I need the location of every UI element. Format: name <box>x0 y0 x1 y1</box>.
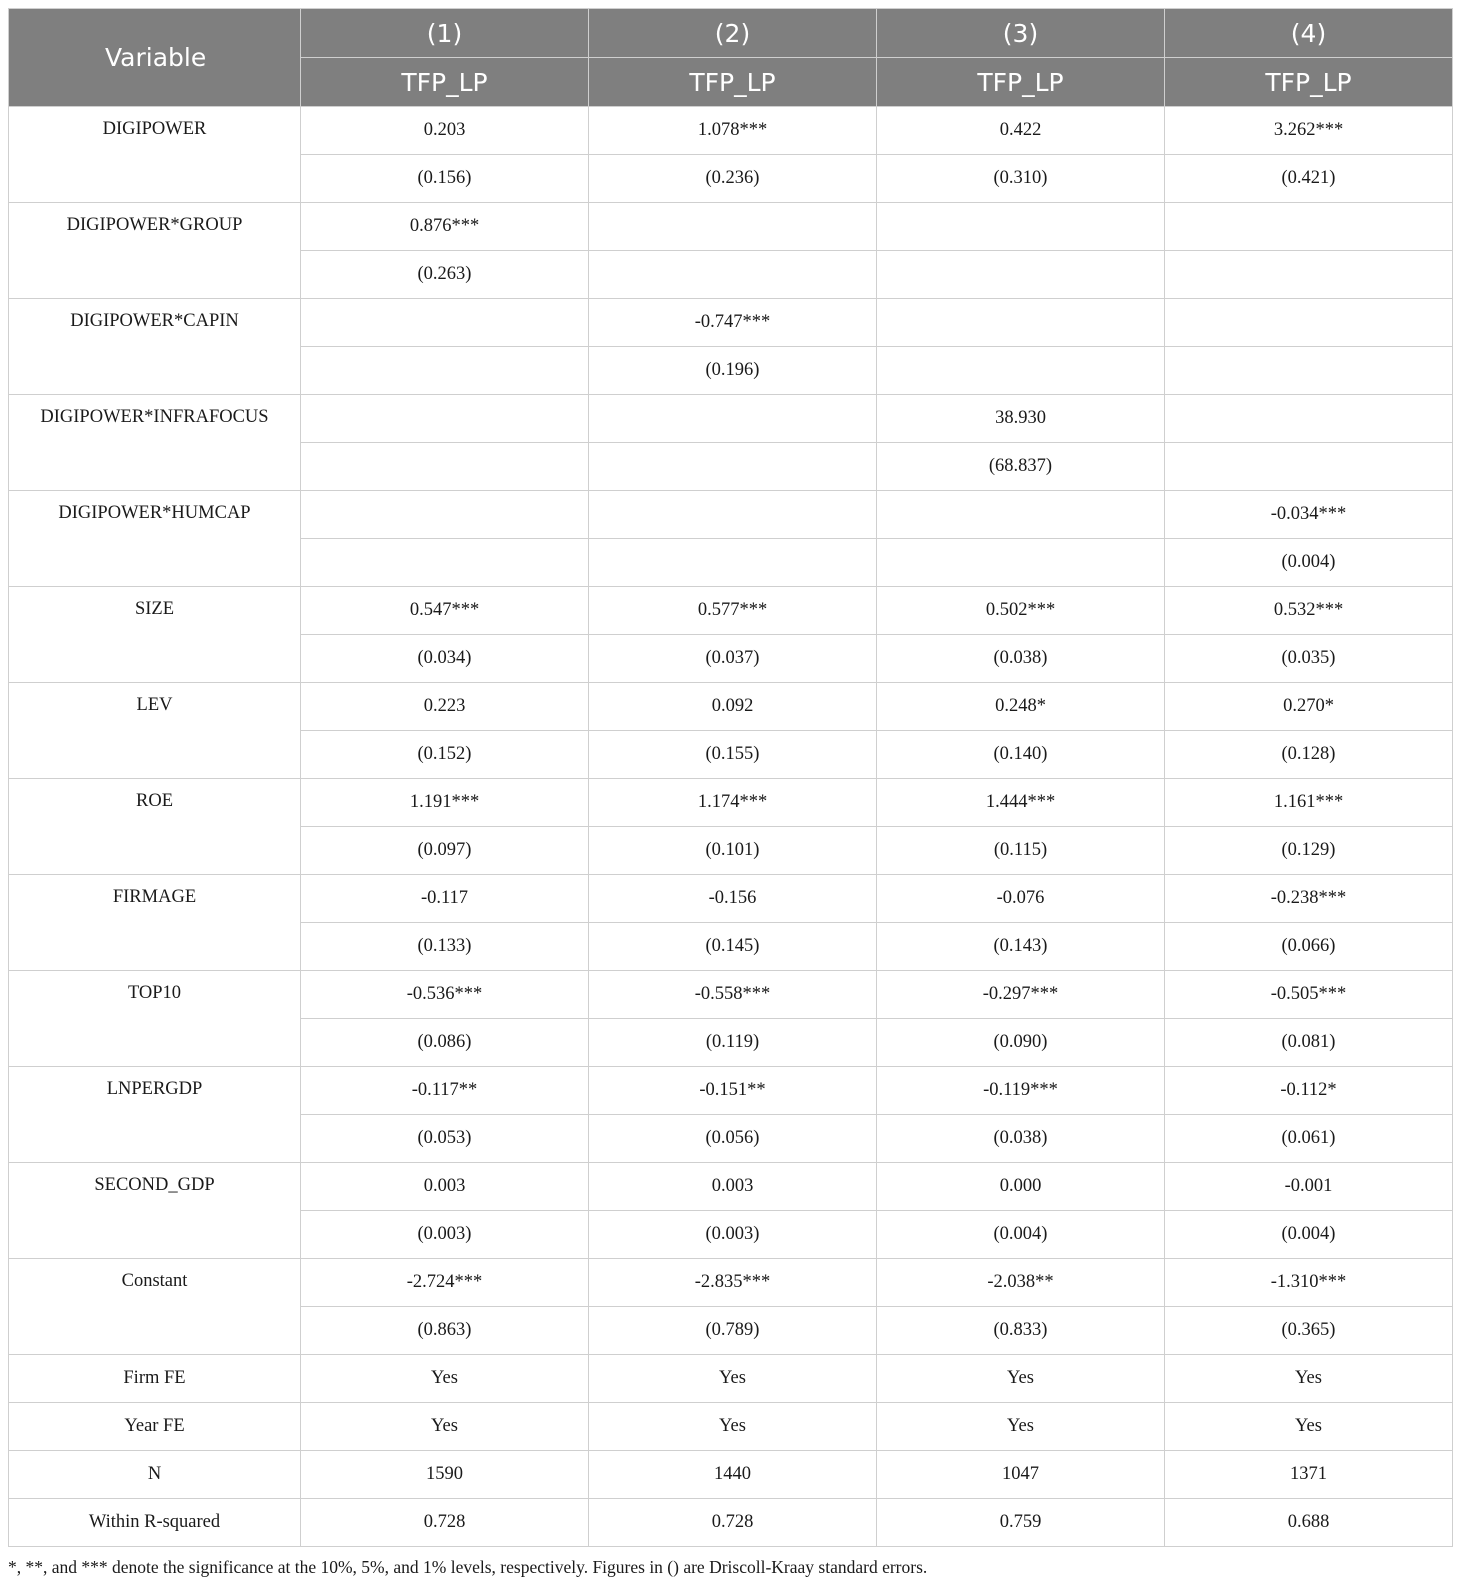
coefficient-cell: -0.505*** <box>1165 971 1453 1019</box>
variable-label: DIGIPOWER*CAPIN <box>9 299 301 395</box>
coefficient-cell: 0.003 <box>589 1163 877 1211</box>
standard-error-cell: (0.143) <box>877 923 1165 971</box>
stat-value-cell: 0.759 <box>877 1499 1165 1547</box>
standard-error-cell: (0.038) <box>877 635 1165 683</box>
table-row-coef <box>9 971 1453 1019</box>
standard-error-cell: (0.263) <box>301 251 589 299</box>
stat-value-cell: 0.728 <box>301 1499 589 1547</box>
table-row-coef <box>9 299 1453 347</box>
stat-value-cell: 0.688 <box>1165 1499 1453 1547</box>
standard-error-cell: (0.833) <box>877 1307 1165 1355</box>
table-row-stat <box>9 1355 1453 1403</box>
standard-error-cell: (0.156) <box>301 155 589 203</box>
standard-error-cell: (0.053) <box>301 1115 589 1163</box>
coefficient-cell: 1.161*** <box>1165 779 1453 827</box>
coefficient-cell <box>589 491 877 539</box>
coefficient-cell: -0.034*** <box>1165 491 1453 539</box>
variable-label: TOP10 <box>9 971 301 1067</box>
standard-error-cell: (0.038) <box>877 1115 1165 1163</box>
standard-error-cell <box>301 347 589 395</box>
stat-value-cell: Yes <box>301 1403 589 1451</box>
coefficient-cell: -2.038** <box>877 1259 1165 1307</box>
variable-label: FIRMAGE <box>9 875 301 971</box>
standard-error-cell: (0.061) <box>1165 1115 1453 1163</box>
coefficient-cell: 0.502*** <box>877 587 1165 635</box>
standard-error-cell: (0.066) <box>1165 923 1453 971</box>
stat-value-cell: Yes <box>589 1355 877 1403</box>
coefficient-cell: 0.203 <box>301 107 589 155</box>
standard-error-cell: (0.140) <box>877 731 1165 779</box>
coefficient-cell: 0.000 <box>877 1163 1165 1211</box>
coefficient-cell: 0.876*** <box>301 203 589 251</box>
coefficient-cell: 38.930 <box>877 395 1165 443</box>
stat-value-cell: Yes <box>301 1355 589 1403</box>
standard-error-cell: (0.004) <box>877 1211 1165 1259</box>
stat-value-cell: 0.728 <box>589 1499 877 1547</box>
standard-error-cell: (0.196) <box>589 347 877 395</box>
table-header <box>9 9 1453 107</box>
stat-label: N <box>9 1451 301 1499</box>
coefficient-cell: -0.238*** <box>1165 875 1453 923</box>
table-row-stat <box>9 1403 1453 1451</box>
coefficient-cell: -0.156 <box>589 875 877 923</box>
standard-error-cell: (0.145) <box>589 923 877 971</box>
stat-label: Within R-squared <box>9 1499 301 1547</box>
coefficient-cell: 0.092 <box>589 683 877 731</box>
standard-error-cell: (0.421) <box>1165 155 1453 203</box>
header-variable: Variable <box>9 9 301 107</box>
coefficient-cell: 1.174*** <box>589 779 877 827</box>
table-row-coef <box>9 587 1453 635</box>
variable-label: DIGIPOWER*INFRAFOCUS <box>9 395 301 491</box>
coefficient-cell <box>589 395 877 443</box>
coefficient-cell: -2.835*** <box>589 1259 877 1307</box>
variable-label: DIGIPOWER*HUMCAP <box>9 491 301 587</box>
variable-label: LNPERGDP <box>9 1067 301 1163</box>
coefficient-cell <box>877 491 1165 539</box>
standard-error-cell <box>1165 347 1453 395</box>
standard-error-cell: (0.037) <box>589 635 877 683</box>
header-depvar-2: TFP_LP <box>589 58 877 107</box>
coefficient-cell: -0.117** <box>301 1067 589 1115</box>
standard-error-cell <box>877 347 1165 395</box>
standard-error-cell: (0.863) <box>301 1307 589 1355</box>
coefficient-cell: -0.536*** <box>301 971 589 1019</box>
regression-table <box>8 8 1453 1547</box>
variable-label: ROE <box>9 779 301 875</box>
standard-error-cell: (0.310) <box>877 155 1165 203</box>
coefficient-cell <box>1165 395 1453 443</box>
standard-error-cell <box>589 443 877 491</box>
standard-error-cell <box>1165 443 1453 491</box>
header-column-4: (4) <box>1165 9 1453 58</box>
coefficient-cell <box>589 203 877 251</box>
stat-value-cell: 1047 <box>877 1451 1165 1499</box>
coefficient-cell: -0.119*** <box>877 1067 1165 1115</box>
coefficient-cell: 0.248* <box>877 683 1165 731</box>
coefficient-cell: -0.001 <box>1165 1163 1453 1211</box>
variable-label: Constant <box>9 1259 301 1355</box>
table-footnote: *, **, and *** denote the significance at the 10%, 5%, and 1% levels, respectively. Figures in () are Driscoll-Kraay standard errors. <box>8 1557 928 1577</box>
stat-value-cell: 1371 <box>1165 1451 1453 1499</box>
stat-value-cell: Yes <box>1165 1355 1453 1403</box>
table-row-coef <box>9 107 1453 155</box>
stat-value-cell: Yes <box>589 1403 877 1451</box>
coefficient-cell: 0.547*** <box>301 587 589 635</box>
standard-error-cell: (0.003) <box>589 1211 877 1259</box>
header-column-2: (2) <box>589 9 877 58</box>
standard-error-cell: (0.090) <box>877 1019 1165 1067</box>
standard-error-cell: (0.129) <box>1165 827 1453 875</box>
header-depvar-4: TFP_LP <box>1165 58 1453 107</box>
variable-label: SIZE <box>9 587 301 683</box>
stat-value-cell: Yes <box>877 1355 1165 1403</box>
coefficient-cell <box>877 203 1165 251</box>
coefficient-cell: 0.532*** <box>1165 587 1453 635</box>
table-row-coef <box>9 683 1453 731</box>
coefficient-cell <box>1165 299 1453 347</box>
header-row-columns <box>9 9 1453 58</box>
coefficient-cell: 1.078*** <box>589 107 877 155</box>
table-row-coef <box>9 1067 1453 1115</box>
standard-error-cell: (0.365) <box>1165 1307 1453 1355</box>
standard-error-cell: (0.035) <box>1165 635 1453 683</box>
standard-error-cell: (0.003) <box>301 1211 589 1259</box>
coefficient-cell: -1.310*** <box>1165 1259 1453 1307</box>
standard-error-cell: (0.034) <box>301 635 589 683</box>
coefficient-cell: -0.117 <box>301 875 589 923</box>
header-depvar-3: TFP_LP <box>877 58 1165 107</box>
standard-error-cell: (0.152) <box>301 731 589 779</box>
coefficient-cell: -0.747*** <box>589 299 877 347</box>
coefficient-cell: -0.297*** <box>877 971 1165 1019</box>
standard-error-cell <box>301 539 589 587</box>
standard-error-cell: (0.789) <box>589 1307 877 1355</box>
standard-error-cell: (0.097) <box>301 827 589 875</box>
variable-label: LEV <box>9 683 301 779</box>
standard-error-cell <box>589 251 877 299</box>
variable-label: DIGIPOWER*GROUP <box>9 203 301 299</box>
stat-value-cell: 1440 <box>589 1451 877 1499</box>
table-row-stat <box>9 1451 1453 1499</box>
standard-error-cell: (68.837) <box>877 443 1165 491</box>
standard-error-cell: (0.133) <box>301 923 589 971</box>
coefficient-cell: 3.262*** <box>1165 107 1453 155</box>
standard-error-cell <box>1165 251 1453 299</box>
standard-error-cell: (0.056) <box>589 1115 877 1163</box>
coefficient-cell: 0.003 <box>301 1163 589 1211</box>
header-depvar-1: TFP_LP <box>301 58 589 107</box>
standard-error-cell: (0.086) <box>301 1019 589 1067</box>
coefficient-cell: -0.076 <box>877 875 1165 923</box>
coefficient-cell <box>877 299 1165 347</box>
standard-error-cell: (0.155) <box>589 731 877 779</box>
table-row-coef <box>9 203 1453 251</box>
standard-error-cell: (0.236) <box>589 155 877 203</box>
stat-value-cell: Yes <box>1165 1403 1453 1451</box>
standard-error-cell: (0.004) <box>1165 539 1453 587</box>
coefficient-cell: 0.577*** <box>589 587 877 635</box>
standard-error-cell <box>877 251 1165 299</box>
regression-table-container <box>8 8 1452 1547</box>
coefficient-cell: -0.151** <box>589 1067 877 1115</box>
table-row-coef <box>9 779 1453 827</box>
standard-error-cell <box>589 539 877 587</box>
stat-label: Year FE <box>9 1403 301 1451</box>
table-row-stat <box>9 1499 1453 1547</box>
table-row-coef <box>9 1259 1453 1307</box>
coefficient-cell <box>301 299 589 347</box>
coefficient-cell: -0.112* <box>1165 1067 1453 1115</box>
standard-error-cell: (0.115) <box>877 827 1165 875</box>
standard-error-cell <box>301 443 589 491</box>
header-column-1: (1) <box>301 9 589 58</box>
table-row-coef <box>9 395 1453 443</box>
standard-error-cell <box>877 539 1165 587</box>
table-body <box>9 107 1453 1547</box>
coefficient-cell <box>1165 203 1453 251</box>
variable-label: DIGIPOWER <box>9 107 301 203</box>
coefficient-cell: -0.558*** <box>589 971 877 1019</box>
table-row-coef <box>9 491 1453 539</box>
stat-label: Firm FE <box>9 1355 301 1403</box>
stat-value-cell: 1590 <box>301 1451 589 1499</box>
standard-error-cell: (0.128) <box>1165 731 1453 779</box>
coefficient-cell: 1.444*** <box>877 779 1165 827</box>
standard-error-cell: (0.081) <box>1165 1019 1453 1067</box>
coefficient-cell <box>301 395 589 443</box>
coefficient-cell: 1.191*** <box>301 779 589 827</box>
standard-error-cell: (0.119) <box>589 1019 877 1067</box>
table-row-coef <box>9 1163 1453 1211</box>
standard-error-cell: (0.004) <box>1165 1211 1453 1259</box>
table-row-coef <box>9 875 1453 923</box>
coefficient-cell: -2.724*** <box>301 1259 589 1307</box>
variable-label: SECOND_GDP <box>9 1163 301 1259</box>
coefficient-cell: 0.223 <box>301 683 589 731</box>
coefficient-cell <box>301 491 589 539</box>
stat-value-cell: Yes <box>877 1403 1165 1451</box>
header-column-3: (3) <box>877 9 1165 58</box>
coefficient-cell: 0.422 <box>877 107 1165 155</box>
coefficient-cell: 0.270* <box>1165 683 1453 731</box>
standard-error-cell: (0.101) <box>589 827 877 875</box>
